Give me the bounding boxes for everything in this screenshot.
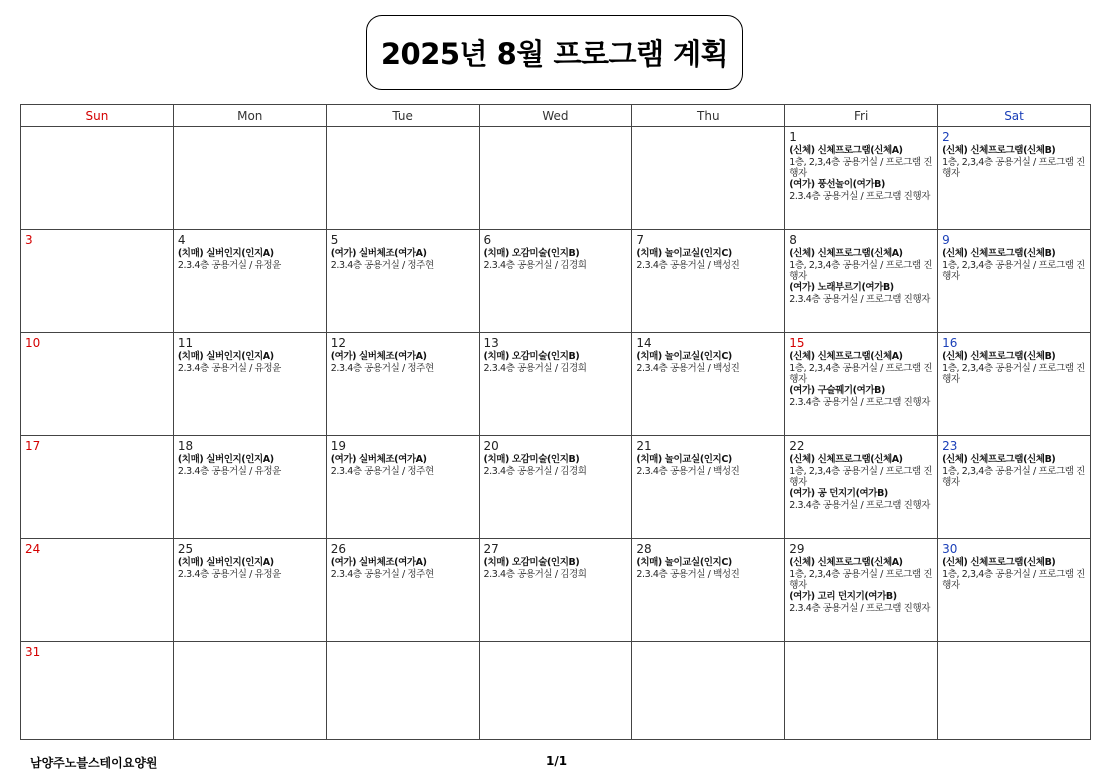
event-title: (치매) 오감미술(인지B) bbox=[483, 351, 580, 362]
calendar-day-cell bbox=[938, 642, 1091, 740]
event-title: (신체) 신체프로그램(신체A) bbox=[789, 351, 903, 362]
event-detail: 1층, 2,3,4층 공용거실 / 프로그램 진행자 bbox=[942, 569, 1085, 591]
day-number: 31 bbox=[25, 645, 41, 659]
event-title: (치매) 실버인지(인지A) bbox=[177, 454, 274, 465]
calendar-day-cell bbox=[938, 436, 1091, 539]
calendar-event bbox=[331, 557, 475, 580]
event-title: (치매) 놀이교실(인지C) bbox=[636, 557, 732, 568]
day-number: 23 bbox=[942, 439, 958, 453]
event-title: (여가) 실버체조(여가A) bbox=[330, 351, 427, 362]
weekday-sun: Sun bbox=[21, 105, 174, 127]
event-detail: 2.3.4층 공용거실 / 백성진 bbox=[636, 363, 740, 374]
event-title: (치매) 오감미술(인지B) bbox=[483, 248, 580, 259]
event-title: (치매) 오감미술(인지B) bbox=[483, 557, 580, 568]
event-detail: 1층, 2,3,4층 공용거실 / 프로그램 진행자 bbox=[789, 157, 933, 179]
event-title: (여가) 노래부르기(여가B) bbox=[789, 282, 894, 293]
event-title: (여가) 풍선놀이(여가B) bbox=[789, 179, 885, 190]
calendar-day-cell bbox=[479, 539, 632, 642]
event-detail: 2.3.4층 공용거실 / 유정윤 bbox=[177, 260, 281, 271]
calendar-day-cell bbox=[173, 539, 326, 642]
day-number: 14 bbox=[636, 336, 652, 350]
calendar-day-cell bbox=[785, 642, 938, 740]
event-detail: 2.3.4층 공용거실 / 정주현 bbox=[330, 569, 434, 580]
day-number: 12 bbox=[330, 336, 346, 350]
calendar-table bbox=[20, 104, 1091, 740]
day-number: 1 bbox=[789, 130, 797, 144]
event-title: (신체) 신체프로그램(신체B) bbox=[942, 145, 1056, 156]
event-detail: 2.3.4층 공용거실 / 프로그램 진행자 bbox=[789, 191, 930, 202]
event-detail: 1층, 2,3,4층 공용거실 / 프로그램 진행자 bbox=[789, 260, 933, 282]
event-title: (여가) 실버체조(여가A) bbox=[330, 248, 427, 259]
calendar-event bbox=[636, 351, 780, 374]
weekday-wed: Wed bbox=[479, 105, 632, 127]
calendar-week-row bbox=[21, 230, 1091, 333]
event-title: (신체) 신체프로그램(신체B) bbox=[942, 351, 1056, 362]
calendar-day-cell bbox=[785, 436, 938, 539]
event-detail: 2.3.4층 공용거실 / 김경희 bbox=[483, 363, 587, 374]
day-number: 7 bbox=[636, 233, 645, 247]
day-number: 6 bbox=[483, 233, 492, 247]
event-title: (치매) 오감미술(인지B) bbox=[483, 454, 580, 465]
calendar-day-cell bbox=[173, 127, 326, 230]
event-detail: 1층, 2,3,4층 공용거실 / 프로그램 진행자 bbox=[942, 157, 1085, 179]
event-title: (여가) 실버체조(여가A) bbox=[330, 557, 427, 568]
event-title: (여가) 실버체조(여가A) bbox=[330, 454, 427, 465]
day-number: 9 bbox=[942, 233, 950, 247]
weekday-sat: Sat bbox=[938, 105, 1091, 127]
day-number: 5 bbox=[330, 233, 339, 247]
day-number: 19 bbox=[330, 439, 346, 453]
calendar-day-cell bbox=[632, 333, 785, 436]
event-detail: 2.3.4층 공용거실 / 프로그램 진행자 bbox=[789, 294, 930, 305]
event-title: (신체) 신체프로그램(신체A) bbox=[789, 145, 903, 156]
calendar-day-cell bbox=[785, 539, 938, 642]
day-number: 10 bbox=[25, 336, 41, 350]
day-number: 27 bbox=[483, 542, 499, 556]
calendar-day-cell bbox=[938, 333, 1091, 436]
event-detail: 2.3.4층 공용거실 / 백성진 bbox=[636, 466, 740, 477]
day-number: 15 bbox=[789, 336, 805, 350]
event-detail: 2.3.4층 공용거실 / 백성진 bbox=[636, 260, 740, 271]
calendar-event bbox=[636, 557, 780, 580]
event-detail: 2.3.4층 공용거실 / 김경희 bbox=[483, 466, 587, 477]
calendar-day-cell bbox=[326, 642, 479, 740]
title-box bbox=[366, 15, 743, 90]
calendar-day-cell bbox=[632, 436, 785, 539]
calendar-week-row bbox=[21, 539, 1091, 642]
calendar-week-row bbox=[21, 642, 1091, 740]
day-number: 25 bbox=[177, 542, 194, 556]
event-detail: 2.3.4층 공용거실 / 유정윤 bbox=[177, 466, 281, 477]
calendar-day-cell bbox=[632, 539, 785, 642]
calendar-day-cell bbox=[21, 642, 174, 740]
calendar-event bbox=[178, 557, 322, 580]
calendar-day-cell bbox=[632, 127, 785, 230]
calendar-day-cell bbox=[632, 230, 785, 333]
day-number: 22 bbox=[789, 439, 805, 453]
calendar-event bbox=[178, 248, 322, 271]
calendar-event bbox=[636, 248, 780, 271]
event-detail: 2.3.4층 공용거실 / 정주현 bbox=[330, 260, 434, 271]
calendar-day-cell bbox=[173, 333, 326, 436]
weekday-header-row bbox=[21, 105, 1091, 127]
day-number: 11 bbox=[177, 336, 194, 350]
calendar-day-cell bbox=[326, 539, 479, 642]
calendar-day-cell bbox=[326, 436, 479, 539]
calendar-day-cell bbox=[632, 642, 785, 740]
day-number: 26 bbox=[330, 542, 346, 556]
calendar-event bbox=[942, 557, 1086, 591]
calendar-event bbox=[789, 591, 933, 614]
weekday-mon: Mon bbox=[173, 105, 326, 127]
calendar-event bbox=[789, 145, 933, 179]
calendar-event bbox=[789, 179, 933, 202]
calendar-day-cell bbox=[326, 230, 479, 333]
calendar-day-cell bbox=[938, 127, 1091, 230]
calendar-event bbox=[331, 248, 475, 271]
day-number: 16 bbox=[942, 336, 958, 350]
calendar-day-cell bbox=[21, 230, 174, 333]
event-title: (여가) 고리 던지기(여가B) bbox=[789, 591, 897, 602]
event-detail: 1층, 2,3,4층 공용거실 / 프로그램 진행자 bbox=[942, 260, 1085, 282]
event-title: (치매) 실버인지(인지A) bbox=[177, 248, 274, 259]
calendar-week-row bbox=[21, 333, 1091, 436]
calendar-event bbox=[789, 385, 933, 408]
event-detail: 2.3.4층 공용거실 / 김경희 bbox=[483, 569, 587, 580]
weekday-thu: Thu bbox=[632, 105, 785, 127]
event-detail: 1층, 2,3,4층 공용거실 / 프로그램 진행자 bbox=[789, 569, 933, 591]
event-title: (신체) 신체프로그램(신체A) bbox=[789, 557, 903, 568]
calendar-event bbox=[789, 454, 933, 488]
calendar-day-cell bbox=[21, 333, 174, 436]
event-title: (여가) 구슬꿰기(여가B) bbox=[789, 385, 885, 396]
calendar-event bbox=[789, 488, 933, 511]
calendar-day-cell bbox=[21, 127, 174, 230]
day-number: 2 bbox=[942, 130, 950, 144]
institution-name: 남양주노블스테이요양원 bbox=[30, 756, 158, 770]
event-detail: 2.3.4층 공용거실 / 정주현 bbox=[330, 363, 434, 374]
event-detail: 1층, 2,3,4층 공용거실 / 프로그램 진행자 bbox=[789, 466, 933, 488]
calendar-event bbox=[331, 454, 475, 477]
event-detail: 2.3.4층 공용거실 / 유정윤 bbox=[177, 363, 281, 374]
event-detail: 1층, 2,3,4층 공용거실 / 프로그램 진행자 bbox=[942, 363, 1085, 385]
event-title: (신체) 신체프로그램(신체B) bbox=[942, 557, 1056, 568]
calendar-week-row bbox=[21, 436, 1091, 539]
event-title: (치매) 놀이교실(인지C) bbox=[636, 454, 732, 465]
weekday-fri: Fri bbox=[785, 105, 938, 127]
calendar-event bbox=[789, 557, 933, 591]
day-number: 21 bbox=[636, 439, 652, 453]
calendar-day-cell bbox=[173, 436, 326, 539]
calendar-day-cell bbox=[326, 333, 479, 436]
event-detail: 2.3.4층 공용거실 / 김경희 bbox=[483, 260, 587, 271]
day-number: 3 bbox=[25, 233, 33, 247]
event-detail: 2.3.4층 공용거실 / 유정윤 bbox=[177, 569, 281, 580]
event-detail: 2.3.4층 공용거실 / 백성진 bbox=[636, 569, 740, 580]
calendar-event bbox=[484, 454, 628, 477]
calendar-day-cell bbox=[785, 230, 938, 333]
calendar-day-cell bbox=[479, 436, 632, 539]
page-title: 2025년 8월 프로그램 계획 bbox=[380, 37, 729, 71]
event-detail: 2.3.4층 공용거실 / 프로그램 진행자 bbox=[789, 397, 930, 408]
weekday-tue: Tue bbox=[326, 105, 479, 127]
event-detail: 2.3.4층 공용거실 / 프로그램 진행자 bbox=[789, 603, 930, 614]
calendar-event bbox=[178, 454, 322, 477]
calendar-event bbox=[789, 248, 933, 282]
calendar-day-cell bbox=[785, 127, 938, 230]
calendar-day-cell bbox=[173, 642, 326, 740]
calendar-event bbox=[331, 351, 475, 374]
day-number: 17 bbox=[25, 439, 41, 453]
day-number: 29 bbox=[789, 542, 805, 556]
calendar-event bbox=[636, 454, 780, 477]
calendar-week-row bbox=[21, 127, 1091, 230]
day-number: 4 bbox=[177, 233, 186, 247]
day-number: 18 bbox=[177, 439, 194, 453]
calendar-event bbox=[942, 454, 1086, 488]
event-title: (신체) 신체프로그램(신체A) bbox=[789, 248, 903, 259]
calendar-body bbox=[21, 127, 1091, 740]
day-number: 13 bbox=[483, 336, 499, 350]
calendar-event bbox=[484, 557, 628, 580]
calendar-event bbox=[484, 351, 628, 374]
calendar-event bbox=[942, 248, 1086, 282]
event-title: (치매) 놀이교실(인지C) bbox=[636, 248, 732, 259]
calendar-day-cell bbox=[479, 230, 632, 333]
calendar-day-cell bbox=[326, 127, 479, 230]
calendar-day-cell bbox=[173, 230, 326, 333]
event-detail: 2.3.4층 공용거실 / 프로그램 진행자 bbox=[789, 500, 930, 511]
day-number: 20 bbox=[483, 439, 499, 453]
event-title: (치매) 실버인지(인지A) bbox=[177, 351, 274, 362]
event-title: (여가) 공 던지기(여가B) bbox=[789, 488, 888, 499]
event-title: (신체) 신체프로그램(신체B) bbox=[942, 454, 1056, 465]
calendar-day-cell bbox=[21, 539, 174, 642]
day-number: 28 bbox=[636, 542, 652, 556]
day-number: 30 bbox=[942, 542, 958, 556]
page-number: 1/1 bbox=[546, 754, 568, 768]
calendar-event bbox=[789, 282, 933, 305]
calendar-day-cell bbox=[785, 333, 938, 436]
calendar-day-cell bbox=[938, 539, 1091, 642]
event-title: (신체) 신체프로그램(신체B) bbox=[942, 248, 1056, 259]
calendar-event bbox=[178, 351, 322, 374]
calendar-event bbox=[789, 351, 933, 385]
event-title: (신체) 신체프로그램(신체A) bbox=[789, 454, 903, 465]
event-detail: 2.3.4층 공용거실 / 정주현 bbox=[330, 466, 434, 477]
calendar-day-cell bbox=[479, 642, 632, 740]
calendar-event bbox=[484, 248, 628, 271]
event-title: (치매) 실버인지(인지A) bbox=[177, 557, 274, 568]
calendar-day-cell bbox=[21, 436, 174, 539]
calendar-day-cell bbox=[938, 230, 1091, 333]
event-title: (치매) 놀이교실(인지C) bbox=[636, 351, 732, 362]
event-detail: 1층, 2,3,4층 공용거실 / 프로그램 진행자 bbox=[789, 363, 933, 385]
calendar-day-cell bbox=[479, 127, 632, 230]
calendar-event bbox=[942, 351, 1086, 385]
day-number: 24 bbox=[25, 542, 41, 556]
calendar-day-cell bbox=[479, 333, 632, 436]
day-number: 8 bbox=[789, 233, 797, 247]
calendar-event bbox=[942, 145, 1086, 179]
event-detail: 1층, 2,3,4층 공용거실 / 프로그램 진행자 bbox=[942, 466, 1085, 488]
